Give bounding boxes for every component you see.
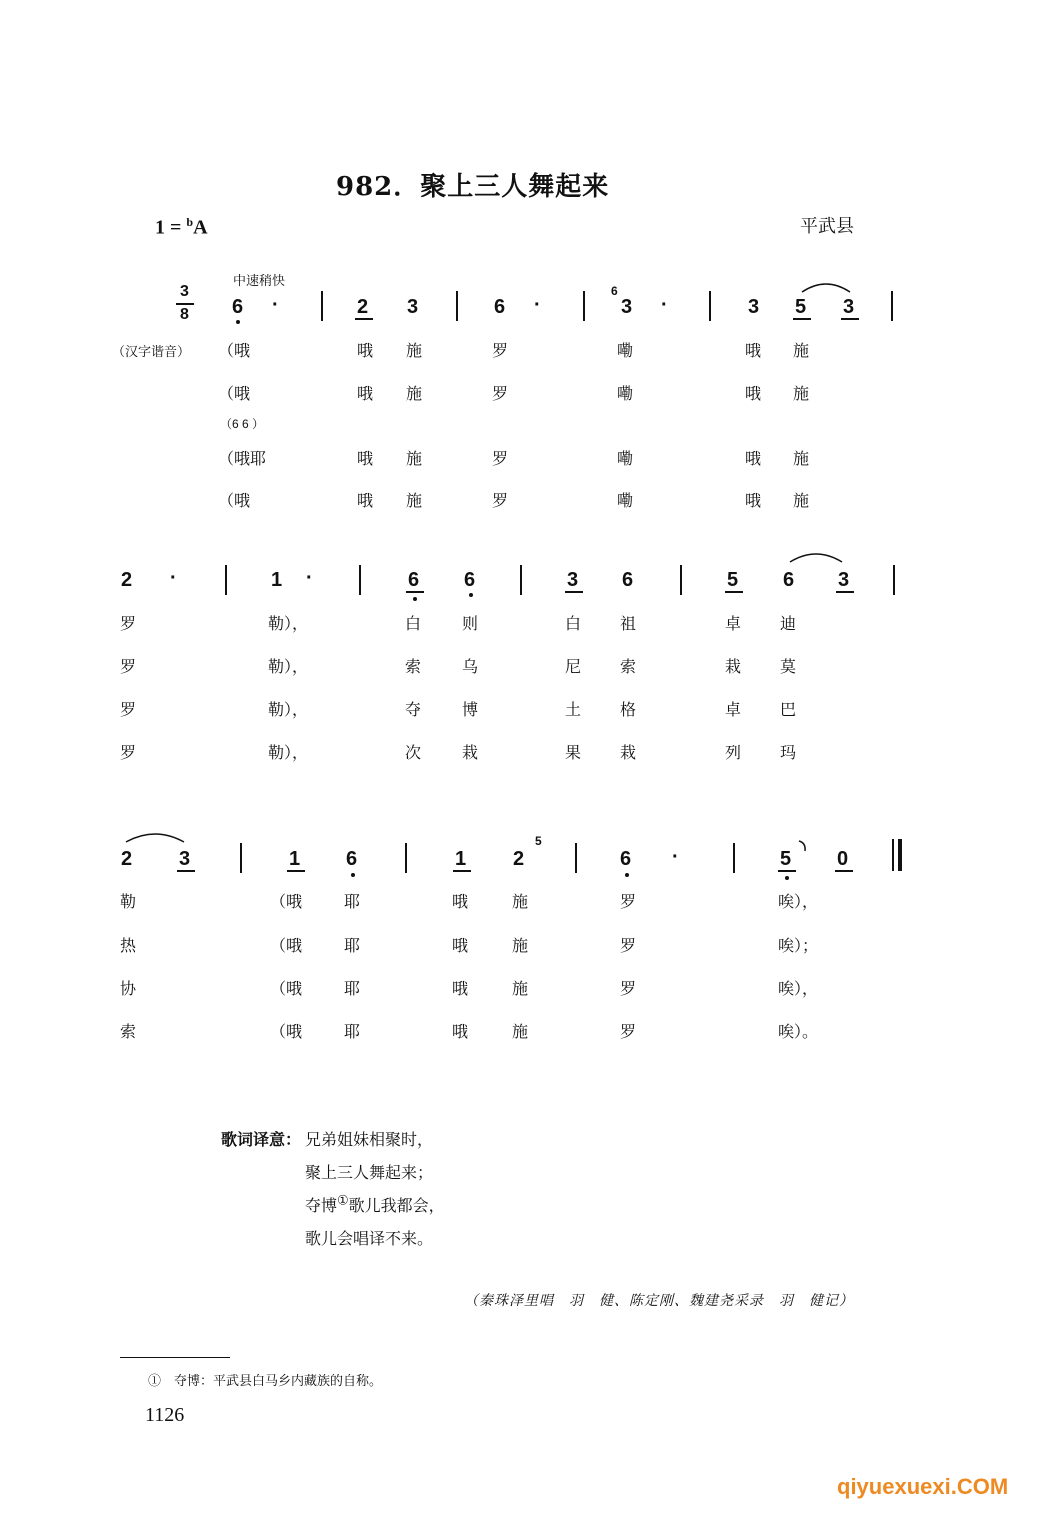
translation-line: 聚上三人舞起来； <box>305 1163 434 1182</box>
lyric: 罗 <box>120 657 137 676</box>
lyric: 热 <box>120 936 137 955</box>
lyric: 唉）， <box>778 892 819 911</box>
lyric: 施 <box>793 384 810 403</box>
lyric: 施 <box>512 936 529 955</box>
lyric: 施 <box>406 384 423 403</box>
lyric: 勒 <box>120 892 137 911</box>
lyric-label: （汉字谐音） <box>112 345 191 360</box>
barline <box>225 565 227 595</box>
note: 3 <box>567 569 579 591</box>
barline <box>321 291 323 321</box>
low-octave-dot <box>785 876 789 880</box>
lyric: 迪 <box>780 614 797 633</box>
lyric: 哦 <box>452 892 469 911</box>
barline <box>405 843 407 873</box>
alternate-notes: （6 6 ） <box>220 417 265 431</box>
lyric: 祖 <box>620 614 637 633</box>
eighth-underline <box>355 318 373 320</box>
lyric: 哦 <box>452 936 469 955</box>
lyric: （哦 <box>218 384 251 403</box>
note: 6 <box>783 569 795 591</box>
lyric: 哦 <box>357 384 374 403</box>
note: 1 <box>455 848 467 870</box>
lyric: 夺 <box>405 700 422 719</box>
lyric: 则 <box>462 614 479 633</box>
note: 5 <box>727 569 739 591</box>
barline <box>456 291 458 321</box>
lyric: 罗 <box>492 384 509 403</box>
note: 5 <box>795 296 807 318</box>
eighth-underline <box>406 591 424 593</box>
lyric: 栽 <box>620 743 637 762</box>
lyric: 唉）； <box>778 936 819 955</box>
lyric: 罗 <box>620 979 637 998</box>
eighth-underline <box>453 870 471 872</box>
lyric: （哦 <box>218 491 251 510</box>
translation-line: 夺博①歌儿我都会， <box>305 1193 445 1215</box>
lyric: 栽 <box>462 743 479 762</box>
lyric: （哦 <box>270 936 303 955</box>
lyric: 栽 <box>725 657 742 676</box>
lyric: 罗 <box>120 700 137 719</box>
song-title: 982．聚上三人舞起来 <box>336 172 610 202</box>
lyric: 玛 <box>780 743 797 762</box>
lyric: 勒）， <box>268 743 309 762</box>
lyric: 哦 <box>745 341 762 360</box>
slur <box>800 280 852 294</box>
lyric: 施 <box>512 979 529 998</box>
low-octave-dot <box>236 320 240 324</box>
lyric: 哦 <box>745 491 762 510</box>
dotted-rest: · <box>661 294 668 316</box>
lyric: 耶 <box>344 1022 361 1041</box>
lyric: 嘞 <box>617 491 634 510</box>
lyric: 唉）。 <box>778 1022 819 1041</box>
final-barline-thin <box>892 839 894 871</box>
low-octave-dot <box>469 593 473 597</box>
note: 3 <box>748 296 760 318</box>
time-signature-line <box>176 303 194 305</box>
eighth-underline <box>287 870 305 872</box>
lyric: 施 <box>512 892 529 911</box>
lyric: 哦 <box>357 341 374 360</box>
translation-line: 兄弟姐妹相聚时， <box>305 1130 434 1149</box>
note: 6 <box>622 569 634 591</box>
note: 2 <box>121 848 133 870</box>
eighth-underline <box>778 870 796 872</box>
lyric: （哦 <box>270 979 303 998</box>
lyric: 果 <box>565 743 582 762</box>
barline <box>359 565 361 595</box>
dotted-rest: · <box>306 567 313 589</box>
note: 5 <box>780 848 792 870</box>
low-octave-dot <box>625 873 629 877</box>
note: 3 <box>843 296 855 318</box>
barline <box>583 291 585 321</box>
lyric: （哦耶 <box>218 449 267 468</box>
lyric: 嘞 <box>617 449 634 468</box>
tempo-marking: 中速稍快 <box>233 274 286 289</box>
lyric: 土 <box>565 700 582 719</box>
slur <box>124 830 186 844</box>
lyric: 索 <box>620 657 637 676</box>
lyric: 索 <box>120 1022 137 1041</box>
lyric: 协 <box>120 979 137 998</box>
note: 3 <box>407 296 419 318</box>
note: 6 <box>464 569 476 591</box>
lyric: 次 <box>405 743 422 762</box>
lyric: 施 <box>406 341 423 360</box>
translation-line: 歌儿会唱译不来。 <box>305 1229 434 1248</box>
lyric: 白 <box>405 614 422 633</box>
lyric: 罗 <box>620 936 637 955</box>
note: 2 <box>357 296 369 318</box>
lyric: 耶 <box>344 936 361 955</box>
lyric: 施 <box>406 491 423 510</box>
barline <box>893 565 895 595</box>
lyric: 哦 <box>357 449 374 468</box>
lyric: 乌 <box>462 657 479 676</box>
eighth-underline <box>565 591 583 593</box>
barline <box>240 843 242 873</box>
lyric: 哦 <box>452 979 469 998</box>
lyric: 巴 <box>780 700 797 719</box>
eighth-underline <box>725 591 743 593</box>
lyric: 格 <box>620 700 637 719</box>
barline <box>680 565 682 595</box>
note: 3 <box>838 569 850 591</box>
dotted-rest: · <box>534 294 541 316</box>
dotted-rest: · <box>672 846 679 868</box>
lyric: 罗 <box>620 1022 637 1041</box>
lyric: 施 <box>793 449 810 468</box>
note: 0 <box>837 848 849 870</box>
barline <box>709 291 711 321</box>
watermark: qiyuexuexi.COM <box>837 1474 1009 1499</box>
lyric: 嘞 <box>617 384 634 403</box>
lyric: 罗 <box>120 614 137 633</box>
eighth-underline <box>841 318 859 320</box>
lyric: 罗 <box>620 892 637 911</box>
lyric: 罗 <box>492 341 509 360</box>
translation-heading: 歌词译意： <box>221 1130 302 1149</box>
eighth-underline <box>835 870 853 872</box>
lyric: 哦 <box>745 449 762 468</box>
time-signature-bottom: 8 <box>180 306 189 323</box>
lyric: 勒）， <box>268 657 309 676</box>
lyric: 施 <box>406 449 423 468</box>
lyric: 博 <box>462 700 479 719</box>
footnote-rule <box>120 1357 230 1358</box>
lyric: 白 <box>565 614 582 633</box>
low-octave-dot <box>413 597 417 601</box>
lyric: 施 <box>512 1022 529 1041</box>
lyric: 罗 <box>492 491 509 510</box>
lyric: 唉）， <box>778 979 819 998</box>
lyric: 卓 <box>725 614 742 633</box>
lyric: 列 <box>725 743 742 762</box>
lyric: （哦 <box>270 1022 303 1041</box>
page-number: 1126 <box>145 1404 185 1426</box>
lyric: 罗 <box>120 743 137 762</box>
eighth-underline <box>177 870 195 872</box>
note: 6 <box>346 848 358 870</box>
lyric: 哦 <box>745 384 762 403</box>
note: 2 <box>121 569 133 591</box>
lyric: 哦 <box>452 1022 469 1041</box>
note: 1 <box>271 569 283 591</box>
note: 1 <box>289 848 301 870</box>
lyric: （哦 <box>270 892 303 911</box>
lyric: 勒）， <box>268 700 309 719</box>
lyric: 勒）， <box>268 614 309 633</box>
lyric: 罗 <box>492 449 509 468</box>
lyric: 莫 <box>780 657 797 676</box>
note: 6 <box>408 569 420 591</box>
key-signature: 1 = $^b$A <box>155 215 208 239</box>
lyric: （哦 <box>218 341 251 360</box>
note: 6 <box>620 848 632 870</box>
time-signature-top: 3 <box>180 283 189 300</box>
grace-note: 6 <box>611 284 618 298</box>
note: 3 <box>179 848 191 870</box>
lyric: 嘞 <box>617 341 634 360</box>
eighth-underline <box>836 591 854 593</box>
note: 6 <box>232 296 244 318</box>
dotted-rest: · <box>170 567 177 589</box>
lyric: 尼 <box>565 657 582 676</box>
lyric: 施 <box>793 491 810 510</box>
dotted-rest: · <box>272 294 279 316</box>
low-octave-dot <box>351 873 355 877</box>
slur <box>788 550 844 564</box>
tie-mark <box>798 840 808 852</box>
lyric: 施 <box>793 341 810 360</box>
barline <box>891 291 893 321</box>
barline <box>733 843 735 873</box>
footnote: ① 夺博：平武县白马乡内藏族的自称。 <box>148 1374 383 1389</box>
final-barline-thick <box>898 839 902 871</box>
region-label: 平武县 <box>800 216 854 237</box>
lyric: 耶 <box>344 979 361 998</box>
lyric: 哦 <box>357 491 374 510</box>
barline <box>575 843 577 873</box>
barline <box>520 565 522 595</box>
note: 2 <box>513 848 525 870</box>
credit-line: （秦珠泽里唱 羽 健、陈定刚、魏建尧采录 羽 健记） <box>464 1293 854 1309</box>
lyric: 索 <box>405 657 422 676</box>
note: 6 <box>494 296 506 318</box>
lyric: 卓 <box>725 700 742 719</box>
note: 3 <box>621 296 633 318</box>
eighth-underline <box>793 318 811 320</box>
grace-note: 5 <box>535 834 542 848</box>
lyric: 耶 <box>344 892 361 911</box>
